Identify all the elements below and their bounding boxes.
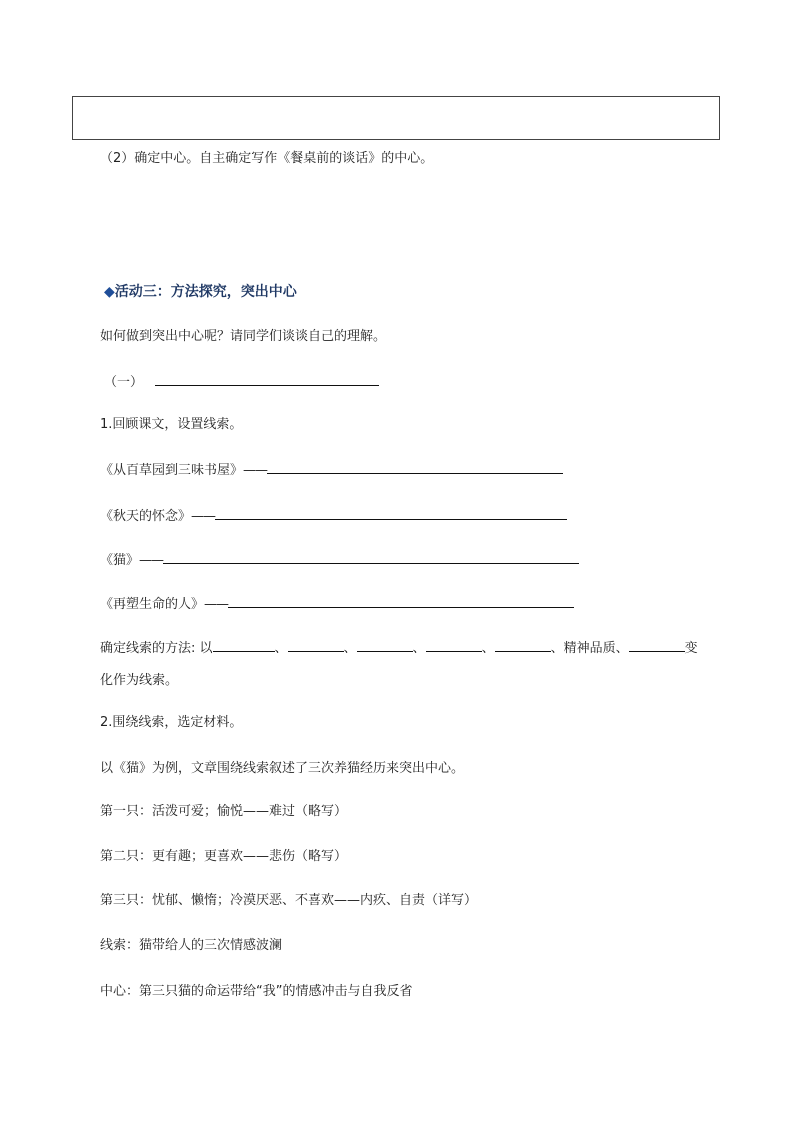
part1-row: [104, 372, 379, 392]
method-blank[interactable]: [629, 638, 685, 652]
separator: 、: [412, 641, 426, 656]
method-blank[interactable]: [213, 638, 275, 652]
part1-blank[interactable]: [155, 372, 379, 386]
activity3-title: 活动三：方法探究，突出中心: [114, 284, 297, 300]
work-title: 《再塑生命的人》: [100, 597, 205, 612]
example-text: 以《猫》为例，文章围绕线索叙述了三次养猫经历来突出中心。: [100, 761, 465, 776]
activity3-heading: [104, 283, 297, 301]
work-blank[interactable]: [267, 460, 563, 474]
dash: ——: [204, 597, 229, 612]
work-row: [100, 506, 567, 526]
method-prefix: 确定线索的方法: 以: [100, 641, 213, 656]
step2-text: 2.围绕线索，选定材料。: [100, 715, 243, 730]
work-blank[interactable]: [228, 594, 574, 608]
step1-text: 1.回顾课文，设置线索。: [100, 417, 243, 432]
method-blank[interactable]: [426, 638, 482, 652]
work-title: 《猫》: [100, 553, 140, 568]
work-title: 《秋天的怀念》: [100, 509, 192, 524]
method-blank[interactable]: [288, 638, 344, 652]
dash: ——: [191, 509, 216, 524]
method-continuation: 化作为线索。: [100, 673, 179, 688]
clue-text: 线索：猫带给人的三次情感波澜: [100, 938, 283, 953]
diamond-bullet-icon: ◆: [104, 284, 115, 300]
cat-item: 第二只：更有趣；更喜欢——悲伤（略写）: [100, 849, 348, 864]
question-text: 如何做到突出中心呢？请同学们谈谈自己的理解。: [100, 329, 387, 344]
work-row: [100, 460, 563, 480]
item-2-text: （2）确定中心。自主确定写作《餐桌前的谈话》的中心。: [100, 151, 434, 166]
separator: 、: [550, 641, 564, 656]
method-end: 变: [684, 641, 698, 656]
method-row: [100, 638, 698, 658]
work-row: [100, 594, 574, 614]
separator: 、: [274, 641, 288, 656]
method-blank[interactable]: [357, 638, 413, 652]
separator: 、: [481, 641, 495, 656]
work-title: 《从百草园到三味书屋》: [100, 463, 244, 478]
part1-label: （一）: [104, 375, 144, 390]
method-middle: 精神品质、: [563, 641, 629, 656]
dash: ——: [243, 463, 268, 478]
work-blank[interactable]: [215, 506, 567, 520]
separator: 、: [343, 641, 357, 656]
cat-item: 第一只：活泼可爱；愉悦——难过（略写）: [100, 804, 348, 819]
answer-box[interactable]: [72, 96, 720, 140]
method-blank[interactable]: [495, 638, 551, 652]
dash: ——: [139, 553, 164, 568]
work-row: [100, 550, 579, 570]
center-text: 中心：第三只猫的命运带给“我”的情感冲击与自我反省: [100, 984, 413, 999]
work-blank[interactable]: [163, 550, 579, 564]
cat-item: 第三只：忧郁、懒惰；冷漠厌恶、不喜欢——内疚、自责（详写）: [100, 893, 478, 908]
